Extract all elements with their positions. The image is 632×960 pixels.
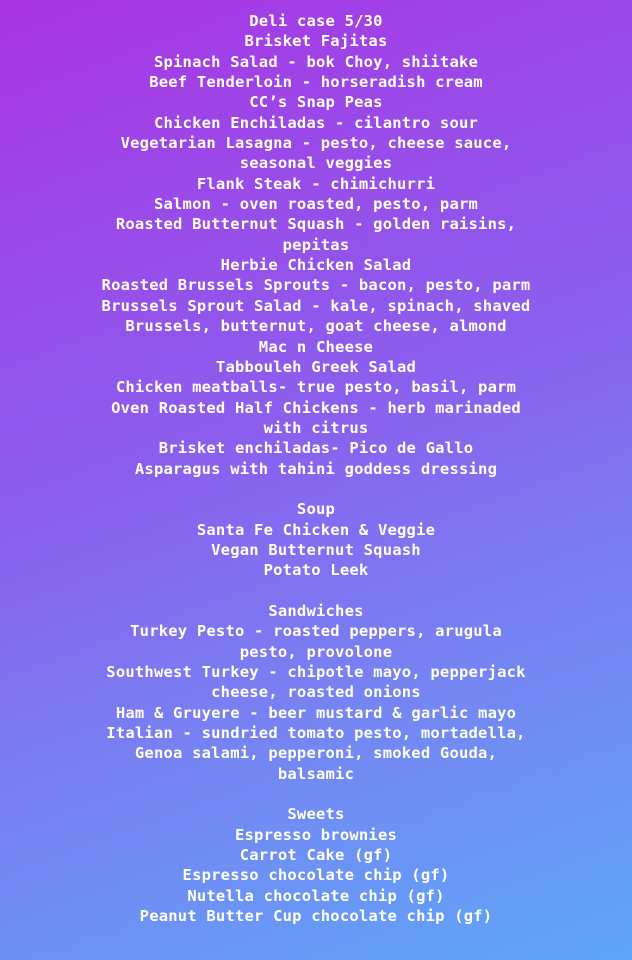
deli-item: Brisket Fajitas [244, 32, 388, 51]
deli-item: Herbie Chicken Salad [220, 256, 412, 275]
deli-item: Oven Roasted Half Chickens - herb marinaded [111, 398, 521, 417]
section-spacer [0, 479, 632, 499]
soup-heading: Soup [296, 500, 336, 519]
sandwich-item: Italian - sundried tomato pesto, mortadella, [106, 724, 526, 743]
sandwich-item: Turkey Pesto - roasted peppers, arugula [130, 622, 502, 641]
soup-item: Vegan Butternut Squash [211, 540, 421, 559]
deli-item: Salmon - oven roasted, pesto, parm [153, 195, 479, 214]
sandwich-item: Genoa salami, pepperoni, smoked Gouda, [134, 744, 498, 763]
sweets-heading: Sweets [287, 805, 345, 824]
deli-item: CC’s Snap Peas [249, 93, 383, 112]
deli-item: Spinach Salad - bok Choy, shiitake [153, 52, 479, 71]
deli-item: Chicken Enchiladas - cilantro sour [153, 113, 479, 132]
sandwich-item: pesto, provolone [239, 642, 393, 661]
section-spacer [0, 581, 632, 601]
deli-item: Flank Steak - chimichurri [196, 174, 436, 193]
deli-item: with citrus [263, 418, 369, 437]
sandwiches-heading: Sandwiches [268, 601, 364, 620]
sweets-item: Nutella chocolate chip (gf) [187, 886, 445, 905]
sandwich-item: Southwest Turkey - chipotle mayo, pepperjack [106, 663, 526, 681]
deli-item: Brisket enchiladas- Pico de Gallo [158, 439, 474, 458]
deli-item: pepitas [282, 235, 350, 254]
soup-item: Potato Leek [263, 561, 369, 580]
sandwich-item: balsamic [277, 764, 355, 783]
sandwich-item: cheese, roasted onions [211, 683, 421, 702]
deli-item: Asparagus with tahini goddess dressing [134, 459, 498, 478]
section-spacer [0, 784, 632, 804]
deli-item: Vegetarian Lasagna - pesto, cheese sauce, [120, 134, 512, 153]
deli-item: Mac n Cheese [258, 337, 374, 356]
soup-item: Santa Fe Chicken & Veggie [196, 520, 436, 539]
deli-item: Tabbouleh Greek Salad [215, 357, 417, 376]
sweets-item: Espresso brownies [234, 825, 398, 844]
sandwich-item: Ham & Gruyere - beer mustard & garlic mayo [115, 703, 517, 722]
deli-item: Chicken meatballs- true pesto, basil, parm [115, 378, 517, 397]
menu-title: Deli case 5/30 [249, 12, 383, 30]
deli-item: Brussels, butternut, goat cheese, almond [125, 317, 507, 336]
menu-text [0, 11, 632, 926]
deli-item: Beef Tenderloin - horseradish cream [149, 73, 483, 92]
deli-item: Roasted Brussels Sprouts - bacon, pesto, parm [101, 276, 531, 295]
sweets-item: Espresso chocolate chip (gf) [182, 866, 450, 885]
deli-item: seasonal veggies [239, 154, 393, 173]
sweets-item: Peanut Butter Cup chocolate chip (gf) [139, 907, 493, 926]
deli-item: Brussels Sprout Salad - kale, spinach, shaved [101, 296, 531, 315]
deli-item: Roasted Butternut Squash - golden raisins, [115, 215, 517, 234]
sweets-item: Carrot Cake (gf) [239, 846, 393, 865]
